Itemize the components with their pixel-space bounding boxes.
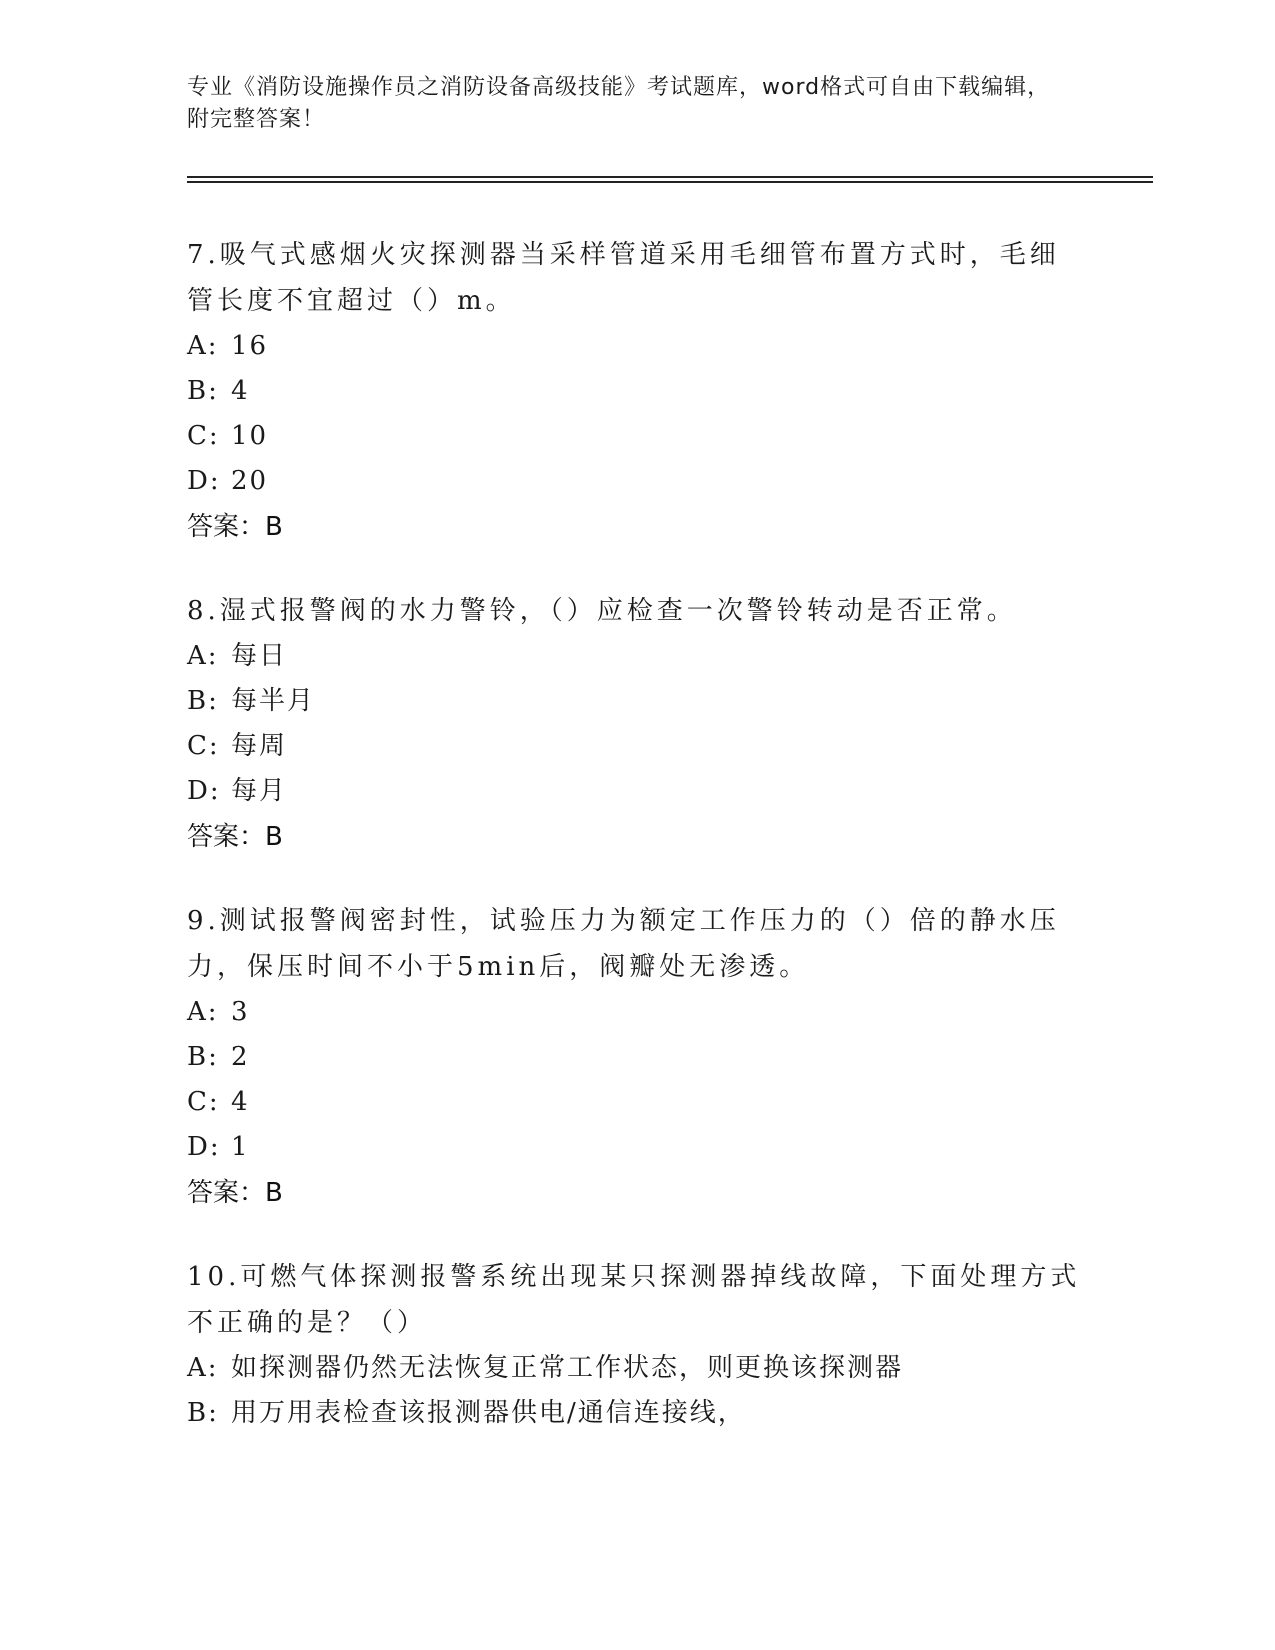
option-d	[187, 769, 1087, 814]
option-d	[187, 1125, 1087, 1170]
option-a	[187, 990, 1087, 1035]
answer-line: 答案：B	[187, 1178, 283, 1208]
option-a	[187, 634, 1087, 679]
option-label: B:	[187, 1042, 219, 1072]
option-value: 20	[231, 466, 269, 496]
option-value: 1	[231, 1132, 250, 1162]
option-label: C:	[187, 421, 220, 451]
option-b	[187, 1391, 1087, 1436]
question-9	[187, 898, 1087, 1216]
option-value: 3	[231, 997, 250, 1027]
option-a	[187, 324, 1087, 369]
option-a	[187, 1346, 1087, 1391]
option-value: 每半月	[231, 686, 316, 716]
option-value: 用万用表检查该报测器供电/通信连接线，	[231, 1398, 746, 1428]
option-b	[187, 1035, 1087, 1080]
option-b	[187, 679, 1087, 724]
option-label: A:	[187, 997, 219, 1027]
question-text: 7.吸气式感烟火灾探测器当采样管道采用毛细管布置方式时，毛细管长度不宜超过（）m。	[187, 240, 1060, 316]
option-value: 如探测器仍然无法恢复正常工作状态，则更换该探测器	[231, 1353, 904, 1383]
question-text: 10.可燃气体探测报警系统出现某只探测器掉线故障，下面处理方式不正确的是？（）	[187, 1262, 1081, 1338]
option-label: A:	[187, 331, 219, 361]
answer-line: 答案：B	[187, 512, 283, 542]
option-value: 每日	[231, 641, 288, 671]
option-label: B:	[187, 1398, 219, 1428]
option-label: A:	[187, 1353, 219, 1383]
header-divider-top	[187, 176, 1153, 178]
header-divider-bottom	[187, 181, 1153, 183]
option-d	[187, 459, 1087, 504]
option-label: C:	[187, 1087, 220, 1117]
option-value: 2	[231, 1042, 250, 1072]
answer-line: 答案：B	[187, 822, 283, 852]
option-value: 每月	[231, 776, 288, 806]
option-label: A:	[187, 641, 219, 671]
option-value: 10	[231, 421, 269, 451]
option-label: C:	[187, 731, 220, 761]
question-text: 9.测试报警阀密封性，试验压力为额定工作压力的（）倍的静水压力，保压时间不小于5min后，阀瓣处无渗透。	[187, 906, 1060, 982]
question-8	[187, 588, 1087, 860]
option-label: D:	[187, 466, 221, 496]
option-value: 16	[231, 331, 269, 361]
option-label: B:	[187, 376, 219, 406]
option-label: D:	[187, 776, 221, 806]
question-10	[187, 1254, 1087, 1436]
option-value: 每周	[231, 731, 288, 761]
question-list	[187, 232, 1087, 1474]
option-c	[187, 414, 1087, 459]
question-text: 8.湿式报警阀的水力警铃，（）应检查一次警铃转动是否正常。	[187, 596, 1017, 626]
option-label: D:	[187, 1132, 221, 1162]
option-c	[187, 1080, 1087, 1125]
option-b	[187, 369, 1087, 414]
option-value: 4	[231, 376, 250, 406]
option-label: B:	[187, 686, 219, 716]
option-value: 4	[231, 1087, 250, 1117]
question-7	[187, 232, 1087, 550]
option-c	[187, 724, 1087, 769]
document-header: 专业《消防设施操作员之消防设备高级技能》考试题库，word格式可自由下载编辑，附完整答案！	[187, 75, 1051, 132]
